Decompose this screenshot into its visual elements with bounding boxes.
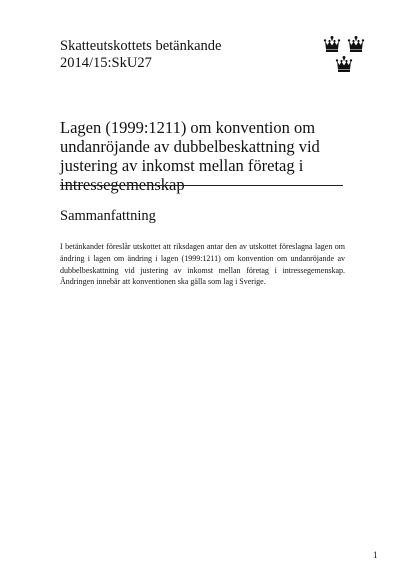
report-header (60, 38, 310, 72)
section-heading: Sammanfattning (60, 208, 156, 224)
summary-paragraph: I betänkandet föreslår utskottet att riksdagen antar den av utskottet föreslagna lagen om ändring i lagen om ändring i lagen (1999:1211) om konvention om undanröjande av dubbelbeskattning vid justering av inkomst mellan företag i intressegemenskap. Ändringen innebär att konventionen ska gälla som lag i Sverige. (60, 242, 345, 287)
crown-icon (324, 36, 340, 52)
crown-icon (336, 56, 352, 72)
report-number: 2014/15:SkU27 (60, 55, 152, 71)
three-crowns-logo (322, 34, 374, 76)
committee-name: Skatteutskottets betänkande (60, 38, 222, 54)
title-divider (60, 185, 343, 186)
page-number: 1 (373, 550, 378, 560)
document-title: Lagen (1999:1211) om konvention om undanröjande av dubbelbeskattning vid justering av inkomst mellan företag i intressegemenskap (60, 118, 320, 194)
crown-icon (348, 36, 364, 52)
